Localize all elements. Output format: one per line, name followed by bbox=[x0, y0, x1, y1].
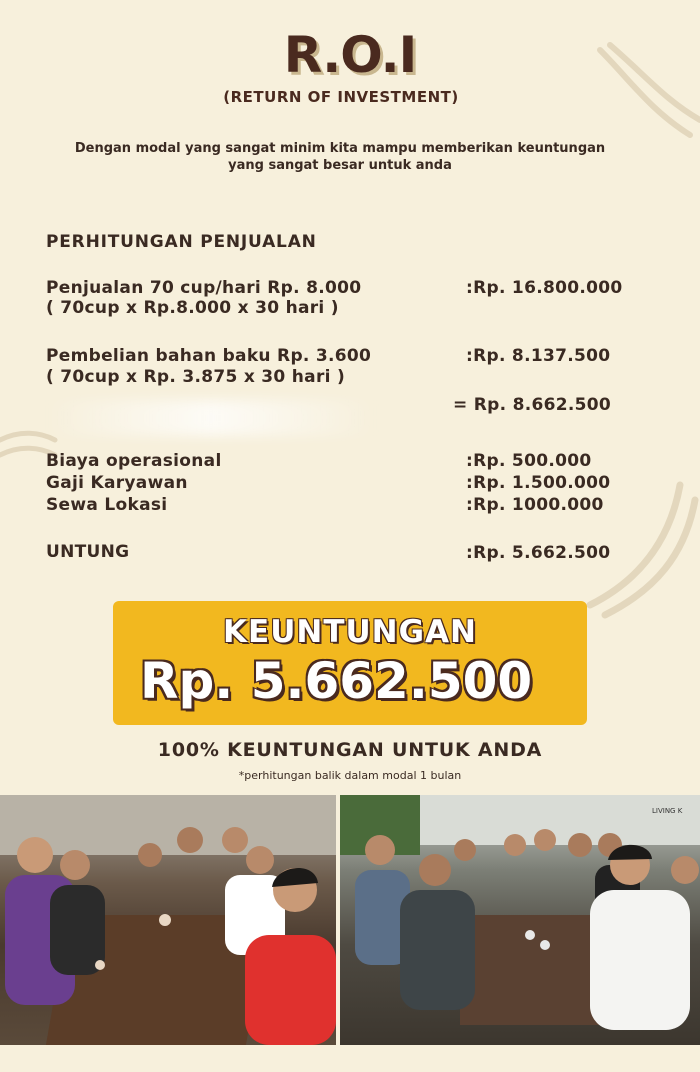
operational-value: :Rp. 500.000 bbox=[466, 451, 592, 471]
operational-label: Biaya operasional bbox=[46, 451, 222, 471]
rent-label: Sewa Lokasi bbox=[46, 495, 168, 515]
sales-label: Penjualan 70 cup/hari Rp. 8.000 bbox=[46, 278, 362, 298]
salary-value: :Rp. 1.500.000 bbox=[466, 473, 611, 493]
highlight-label: KEUNTUNGAN bbox=[223, 614, 477, 650]
material-label: Pembelian bahan baku Rp. 3.600 bbox=[46, 346, 372, 366]
material-detail: ( 70cup x Rp. 3.875 x 30 hari ) bbox=[46, 367, 346, 387]
section-title: PERHITUNGAN PENJUALAN bbox=[46, 232, 317, 252]
sales-value: :Rp. 16.800.000 bbox=[466, 278, 623, 298]
gross-value: = Rp. 8.662.500 bbox=[453, 395, 612, 415]
page-subtitle: (RETURN OF INVESTMENT) bbox=[223, 88, 459, 106]
rent-value: :Rp. 1000.000 bbox=[466, 495, 604, 515]
footnote: *perhitungan balik dalam modal 1 bulan bbox=[238, 769, 462, 782]
group-photo-right-illustration bbox=[340, 795, 700, 1045]
blurred-text-line bbox=[46, 400, 376, 436]
intro-line-1: Dengan modal yang sangat minim kita mampu memberikan keuntungan bbox=[74, 141, 606, 156]
profit-label: UNTUNG bbox=[46, 542, 130, 562]
intro-line-2: yang sangat besar untuk anda bbox=[228, 158, 452, 173]
intro-text bbox=[40, 140, 640, 174]
tagline: 100% KEUNTUNGAN UNTUK ANDA bbox=[157, 739, 543, 761]
group-photo-right bbox=[340, 795, 700, 1045]
group-photo-left bbox=[0, 795, 336, 1045]
material-value: :Rp. 8.137.500 bbox=[466, 346, 611, 366]
highlight-value: Rp. 5.662.500 bbox=[140, 652, 533, 710]
group-photo-left-illustration bbox=[0, 795, 336, 1045]
page-title: R.O.I bbox=[283, 26, 417, 84]
salary-label: Gaji Karyawan bbox=[46, 473, 188, 493]
sales-detail: ( 70cup x Rp.8.000 x 30 hari ) bbox=[46, 298, 339, 318]
profit-value: :Rp. 5.662.500 bbox=[466, 543, 611, 563]
sign-text: LIVING K bbox=[652, 807, 683, 815]
